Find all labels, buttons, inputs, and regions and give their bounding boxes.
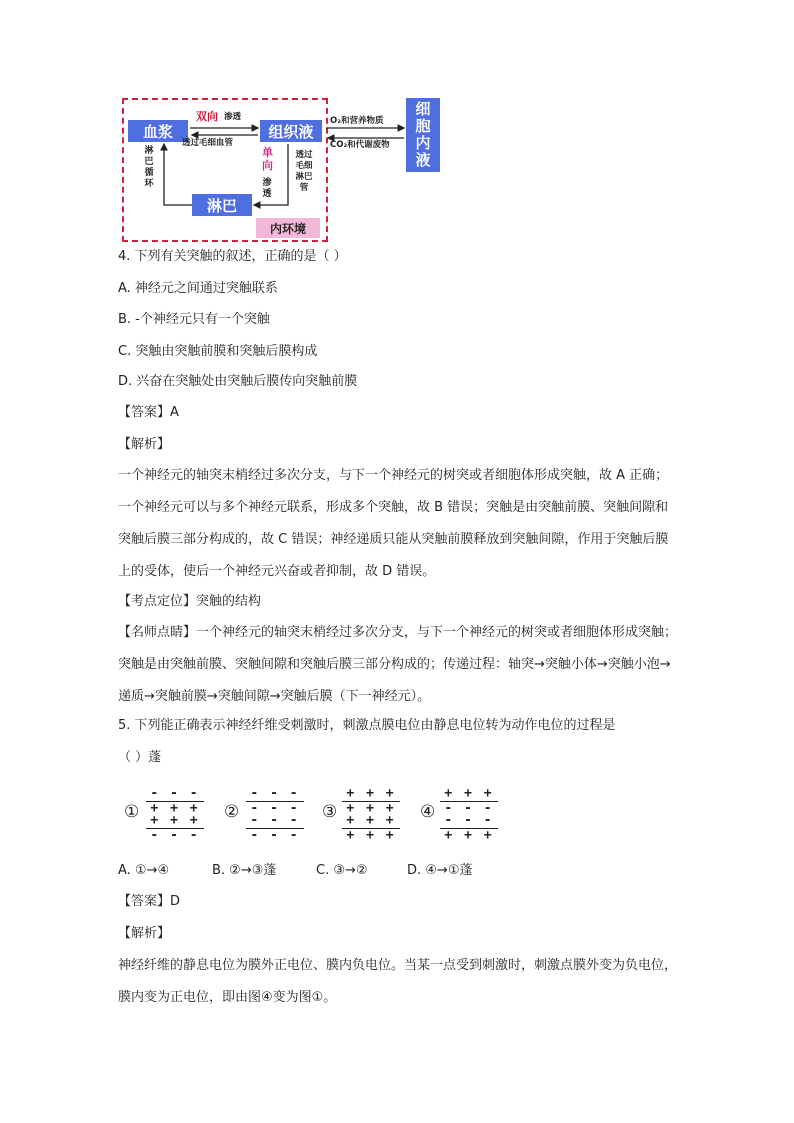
q5-option-b: B. ②→③蓬 bbox=[212, 863, 277, 878]
figure-1-label: ① bbox=[124, 802, 140, 822]
membrane-charge-row: + + + bbox=[346, 801, 396, 816]
one-way-label bbox=[262, 146, 272, 172]
q4-analysis: 一个神经元的轴突末梢经过多次分支，与下一个神经元的树突或者细胞体形成突触，故 A 正确；一个神经元可以与多个神经元联系，形成多个突触，故 B 错误；突触是由突触前膜、突触间隙和突触后膜三部分构成的，故 C 错误；神经递质只能从突触前膜释放到突触间隙，作用于突触后膜上的受体，使后一个神经元兴奋或者抑制，故 D 错误。 bbox=[118, 468, 669, 579]
o2-nutrients-label: O₂和营养物质 bbox=[330, 116, 384, 126]
membrane-charge-row: - - - bbox=[444, 813, 494, 828]
membrane-figure-1 bbox=[146, 788, 204, 842]
q4-teacher-note: 【名师点睛】一个神经元的轴突末梢经过多次分支，与下一个神经元的树突或者细胞体形成突触；突触是由突触前膜、突触间隙和突触后膜三部分构成的；传递过程：轴突→突触小体→突触小泡→递质→突触前膜→突触间隙→突触后膜（下一神经元）。 bbox=[118, 625, 678, 704]
osmosis-vertical-label bbox=[262, 178, 272, 200]
membrane-charge-row: + + + bbox=[346, 786, 396, 801]
membrane-charge-row: + + + bbox=[444, 828, 494, 843]
lymph-circulation-label bbox=[144, 146, 154, 190]
co2-waste-label: CO₂和代谢废物 bbox=[330, 140, 390, 150]
one-way-char: 向 bbox=[262, 159, 273, 172]
membrane-charge-row: + + + bbox=[150, 801, 200, 816]
q5-analysis-title: 【解析】 bbox=[118, 926, 171, 941]
q4-test-point: 【考点定位】突触的结构 bbox=[118, 594, 262, 609]
q4-option-d: D. 兴奋在突触处由突触后膜传向突触前膜 bbox=[118, 374, 358, 389]
figure-2-label: ② bbox=[224, 802, 240, 822]
membrane-charge-row: + + + bbox=[444, 786, 494, 801]
q5-stem-cont: （ ）蓬 bbox=[118, 750, 162, 765]
osmosis-char: 透 bbox=[262, 189, 272, 199]
one-way-char: 单 bbox=[262, 146, 273, 159]
membrane-charge-row: - - - bbox=[250, 828, 300, 843]
q4-answer: 【答案】A bbox=[118, 405, 179, 420]
plasma-box: 血浆 bbox=[128, 120, 188, 142]
lymph-vessel-text: 毛细 bbox=[295, 161, 313, 171]
internal-environment-label: 内环境 bbox=[256, 218, 320, 238]
q4-stem: 4. 下列有关突触的叙述，正确的是（ ） bbox=[118, 249, 347, 264]
membrane-charge-row: - - - bbox=[250, 813, 300, 828]
membrane-charge-row: - - - bbox=[150, 828, 200, 843]
membrane-charge-row: + + + bbox=[346, 813, 396, 828]
through-lymph-vessel-label bbox=[292, 150, 316, 194]
two-way-label: 双向 bbox=[196, 110, 218, 123]
lymph-box: 淋巴 bbox=[192, 194, 252, 216]
lymph-vessel-text: 透过 bbox=[295, 150, 313, 160]
q4-option-c: C. 突触由突触前膜和突触后膜构成 bbox=[118, 344, 318, 359]
diagram-arrows bbox=[122, 98, 444, 240]
membrane-charge-row: - - - bbox=[150, 786, 200, 801]
through-capillary-label: 透过毛细血管 bbox=[182, 138, 234, 148]
q5-answer: 【答案】D bbox=[118, 894, 181, 909]
membrane-figure-2 bbox=[246, 788, 304, 842]
internal-environment-diagram bbox=[122, 98, 444, 240]
lymph-vessel-text: 管 bbox=[299, 183, 309, 193]
osmosis-char: 渗 bbox=[262, 178, 272, 188]
q5-option-d: D. ④→①蓬 bbox=[407, 863, 473, 878]
q4-analysis-title: 【解析】 bbox=[118, 437, 171, 452]
cell-fluid-char: 内 bbox=[415, 134, 431, 152]
lymph-circ-char: 循 bbox=[144, 168, 154, 178]
lymph-circ-char: 巴 bbox=[144, 157, 154, 167]
membrane-charge-row: - - - bbox=[250, 801, 300, 816]
osmosis-label: 渗透 bbox=[224, 112, 242, 122]
membrane-figure-4 bbox=[440, 788, 498, 842]
q5-analysis: 神经纤维的静息电位为膜外正电位、膜内负电位。当某一点受到刺激时，刺激点膜外变为负电位，膜内变为正电位，即由图④变为图①。 bbox=[118, 958, 678, 1005]
membrane-figure-3 bbox=[342, 788, 400, 842]
membrane-charge-row: - - - bbox=[250, 786, 300, 801]
tissue-fluid-box: 组织液 bbox=[260, 120, 322, 142]
q5-option-c: C. ③→② bbox=[316, 863, 368, 878]
lymph-vessel-text: 淋巴 bbox=[295, 172, 313, 182]
membrane-charge-row: + + + bbox=[346, 828, 396, 843]
q4-option-a: A. 神经元之间通过突触联系 bbox=[118, 281, 278, 296]
membrane-charge-row: - - - bbox=[444, 801, 494, 816]
figure-4-label: ④ bbox=[420, 802, 436, 822]
q4-option-b: B. -个神经元只有一个突触 bbox=[118, 312, 270, 327]
figure-3-label: ③ bbox=[322, 802, 338, 822]
lymph-circ-char: 环 bbox=[144, 179, 154, 189]
q5-stem: 5. 下列能正确表示神经纤维受刺激时，刺激点膜电位由静息电位转为动作电位的过程是 bbox=[118, 718, 616, 733]
cell-fluid-char: 液 bbox=[415, 151, 431, 169]
cell-fluid-char: 胞 bbox=[415, 117, 431, 135]
lymph-circ-char: 淋 bbox=[144, 146, 154, 156]
q5-option-a: A. ①→④ bbox=[118, 863, 170, 878]
membrane-charge-row: + + + bbox=[150, 813, 200, 828]
cell-fluid-char: 细 bbox=[415, 100, 431, 118]
